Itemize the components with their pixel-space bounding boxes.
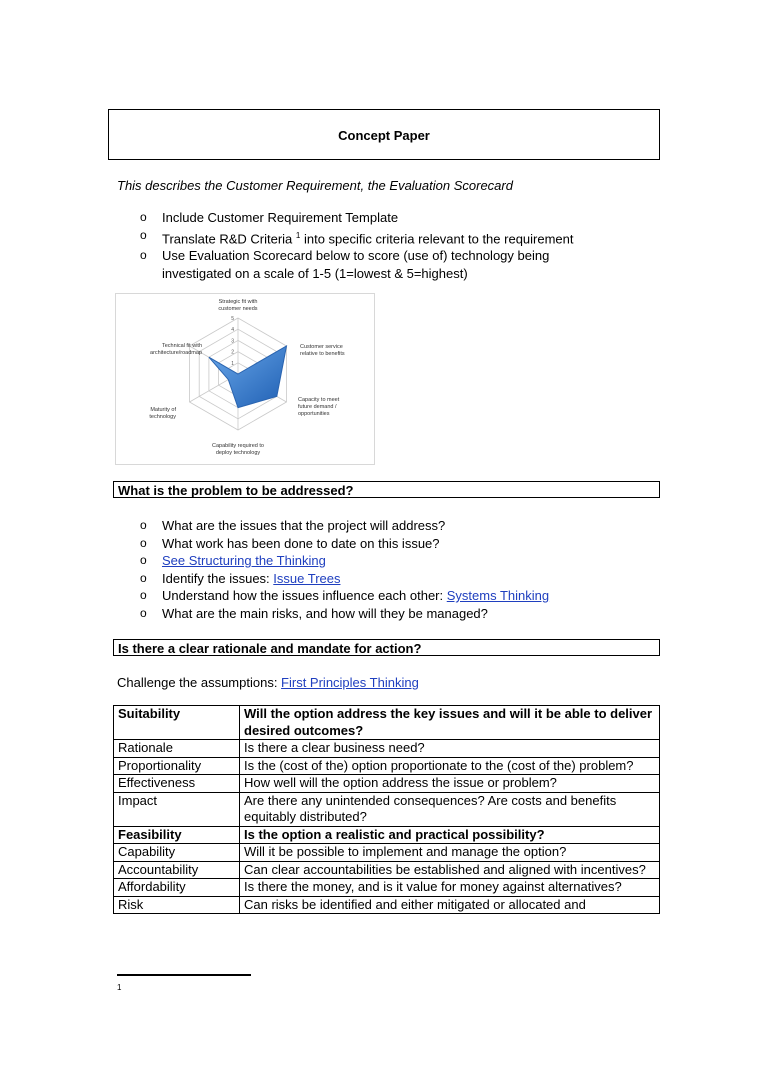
bullet-marker: o [140, 227, 147, 242]
tick-label: 2 [231, 349, 234, 356]
criterion-question: Is the option a realistic and practical possibility? [240, 826, 660, 844]
section-heading-text: What is the problem to be addressed? [118, 483, 354, 498]
table-row [114, 792, 660, 826]
bullet-marker: o [140, 570, 147, 585]
footnote-separator [117, 974, 251, 976]
criterion-label: Capability [114, 844, 240, 862]
axis-label: opportunities [298, 411, 330, 417]
axis-label: Technical fit with [161, 343, 202, 349]
axis-label: Customer service [300, 344, 343, 350]
bullet-text: What work has been done to date on this issue? [162, 535, 440, 551]
table-row [114, 896, 660, 914]
bullet-marker: o [140, 605, 147, 620]
systems-thinking-link[interactable]: Systems Thinking [446, 588, 550, 603]
bullet-marker: o [140, 553, 147, 567]
list-item [117, 209, 657, 227]
page-title: Concept Paper [338, 128, 430, 143]
criterion-label: Risk [114, 896, 240, 914]
bullet-text: investigated on a scale of 1-5 (1=lowest & 5=highest) [162, 265, 468, 281]
bullet-text: What are the main risks, and how will they be managed? [162, 605, 488, 621]
table-row [114, 826, 660, 844]
criterion-label: Proportionality [114, 757, 240, 775]
footnote-number: 1 [117, 983, 122, 992]
bullet-text: Understand how the issues influence each other: [162, 588, 447, 603]
axis-label: Strategic fit with [218, 299, 258, 305]
bullet-text: What are the issues that the project will address? [162, 518, 446, 533]
criterion-label: Accountability [114, 861, 240, 879]
criterion-question: Will the option address the key issues and will it be able to deliver desired outcomes? [240, 706, 660, 740]
axis-label: architecture/roadmap [150, 350, 202, 356]
criteria-table [113, 705, 660, 914]
criteria-table-body [114, 706, 660, 914]
problem-section-heading [113, 481, 660, 498]
axis-label: technology [149, 414, 176, 420]
structuring-thinking-link[interactable]: See Structuring the Thinking [162, 553, 326, 568]
criterion-question: Can risks be identified and either mitigated or allocated and [240, 896, 660, 914]
problem-bullet-list [117, 517, 657, 622]
title-box [108, 109, 660, 160]
section-heading-text: Is there a clear rationale and mandate for action? [118, 641, 422, 656]
table-row [114, 740, 660, 758]
bullet-text: Include Customer Requirement Template [162, 210, 399, 225]
tick-label: 4 [231, 327, 234, 334]
table-row [114, 844, 660, 862]
criterion-label: Feasibility [114, 826, 240, 844]
list-item [117, 552, 657, 570]
first-principles-link[interactable]: First Principles Thinking [281, 675, 419, 690]
criterion-question: Is there the money, and is it value for money against alternatives? [240, 879, 660, 897]
table-row [114, 775, 660, 793]
criterion-label: Rationale [114, 740, 240, 758]
criterion-question: How well will the option address the issue or problem? [240, 775, 660, 793]
radar-chart-svg [115, 293, 376, 465]
table-row [114, 706, 660, 740]
axis-label: Maturity of [150, 407, 176, 413]
axis-label: Capability required to [212, 443, 264, 449]
criterion-question: Can clear accountabilities be established and aligned with incentives? [240, 861, 660, 879]
bullet-text: Identify the issues: [162, 570, 274, 586]
criterion-label: Impact [114, 792, 240, 826]
axis-label: relative to benefits [300, 351, 345, 357]
criterion-question: Are there any unintended consequences? Are costs and benefits equitably distributed? [240, 792, 660, 826]
criterion-question: Is the (cost of the) option proportionate to the (cost of the) problem? [240, 757, 660, 775]
bullet-text: into specific criteria relevant to the requirement [303, 230, 574, 246]
list-item [117, 570, 657, 588]
issue-trees-link[interactable]: Issue Trees [273, 570, 341, 586]
list-item [117, 535, 657, 553]
bullet-marker: o [140, 248, 147, 263]
bullet-marker: o [140, 535, 147, 550]
table-row [114, 879, 660, 897]
list-item [117, 517, 657, 535]
tick-label: 1 [231, 360, 234, 367]
rationale-section-heading [113, 639, 660, 656]
axis-label: Capacity to meet [298, 397, 340, 403]
challenge-line [117, 675, 419, 690]
bullet-marker: o [140, 210, 147, 224]
criterion-label: Suitability [114, 706, 240, 740]
tick-label: 3 [231, 338, 234, 345]
criterion-question: Will it be possible to implement and manage the option? [240, 844, 660, 862]
axis-label: customer needs [218, 306, 258, 312]
intro-text: This describes the Customer Requirement, the Evaluation Scorecard [117, 178, 513, 193]
bullet-text: Use Evaluation Scorecard below to score (use of) technology being [162, 248, 550, 264]
list-item [117, 587, 657, 605]
list-item [117, 247, 657, 282]
scorecard-radar-chart [115, 293, 376, 465]
bullet-marker: o [140, 518, 147, 532]
criterion-label: Effectiveness [114, 775, 240, 793]
intro-bullet-list [117, 209, 657, 282]
table-row [114, 861, 660, 879]
tick-label: 5 [231, 316, 234, 322]
list-item [117, 605, 657, 623]
bullet-text: Translate R&D Criteria [162, 230, 293, 246]
challenge-text: Challenge the assumptions: [117, 675, 282, 690]
footnote-reference[interactable]: 1 [295, 230, 301, 240]
criterion-label: Affordability [114, 879, 240, 897]
criterion-question: Is there a clear business need? [240, 740, 660, 758]
table-row [114, 757, 660, 775]
list-item [117, 227, 657, 248]
bullet-marker: o [140, 588, 147, 602]
axis-label: future demand / [298, 404, 337, 410]
axis-label: deploy technology [215, 450, 261, 456]
